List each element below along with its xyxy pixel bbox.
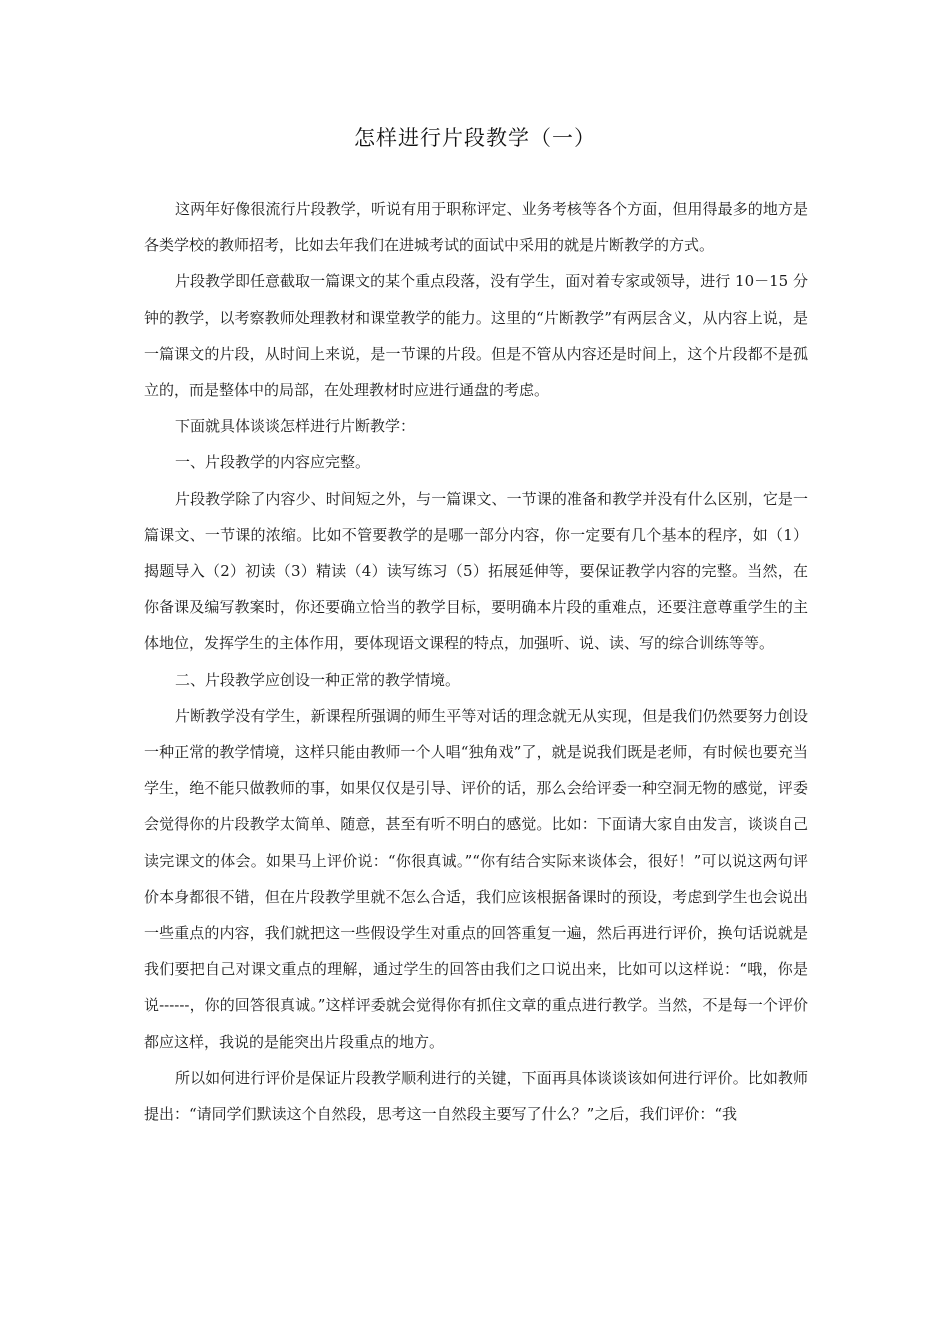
paragraph-evaluation: 所以如何进行评价是保证片段教学顺利进行的关键，下面再具体谈谈该如何进行评价。比如教师提出：“请同学们默读这个自然段，思考这一自然段主要写了什么？”之后，我们评价：“我 xyxy=(144,1068,808,1124)
section-heading-1: 一、片段教学的内容应完整。 xyxy=(175,453,371,472)
document-title: 怎样进行片段教学（一） xyxy=(354,126,596,150)
paragraph-transition: 下面就具体谈谈怎样进行片断教学： xyxy=(175,417,416,436)
paragraph-section-1: 片段教学除了内容少、时间短之外，与一篇课文、一节课的准备和教学并没有什么区别，它是一篇课文、一节课的浓缩。比如不管要教学的是哪一部分内容，你一定要有几个基本的程序，如（1）揭题导入（2）初读（3）精读（4）读写练习（5）拓展延伸等，要保证教学内容的完整。当然，在你备课及编写教案时，你还要确立恰当的教学目标，要明确本片段的重难点，还要注意尊重学生的主体地位，发挥学生的主体作用，要体现语文课程的特点，加强听、说、读、写的综合训练等等。 xyxy=(144,489,808,653)
section-heading-2: 二、片段教学应创设一种正常的教学情境。 xyxy=(175,670,461,689)
paragraph-definition: 片段教学即任意截取一篇课文的某个重点段落，没有学生，面对着专家或领导，进行 10－15 分钟的教学，以考察教师处理教材和课堂教学的能力。这里的“片断教学”有两层含义，从内容上说，是一篇课文的片段，从时间上来说，是一节课的片段。但是不管从内容还是时间上，这个片段都不是孤立的，而是整体中的局部，在处理教材时应进行通盘的考虑。 xyxy=(144,272,808,400)
paragraph-intro: 这两年好像很流行片段教学，听说有用于职称评定、业务考核等各个方面，但用得最多的地方是各类学校的教师招考，比如去年我们在进城考试的面试中采用的就是片断教学的方式。 xyxy=(144,200,808,255)
document-body xyxy=(144,191,808,1132)
paragraph-section-2: 片断教学没有学生，新课程所强调的师生平等对话的理念就无从实现，但是我们仍然要努力创设一种正常的教学情境，这样只能由教师一个人唱“独角戏”了，就是说我们既是老师，有时候也要充当学生，绝不能只做教师的事，如果仅仅是引导、评价的话，那么会给评委一种空洞无物的感觉，评委会觉得你的片段教学太简单、随意，甚至有听不明白的感觉。比如：下面请大家自由发言，谈谈自己读完课文的体会。如果马上评价说：“你很真诚。”“你有结合实际来谈体会，很好！”可以说这两句评价本身都很不错，但在片段教学里就不怎么合适，我们应该根据备课时的预设，考虑到学生也会说出一些重点的内容，我们就把这一些假设学生对重点的回答重复一遍，然后再进行评价，换句话说就是我们要把自己对课文重点的理解，通过学生的回答由我们之口说出来，比如可以这样说：“哦，你是说------，你的回答很真诚。”这样评委就会觉得你有抓住文章的重点进行教学。当然，不是每一个评价都应这样，我说的是能突出片段重点的地方。 xyxy=(144,706,808,1051)
